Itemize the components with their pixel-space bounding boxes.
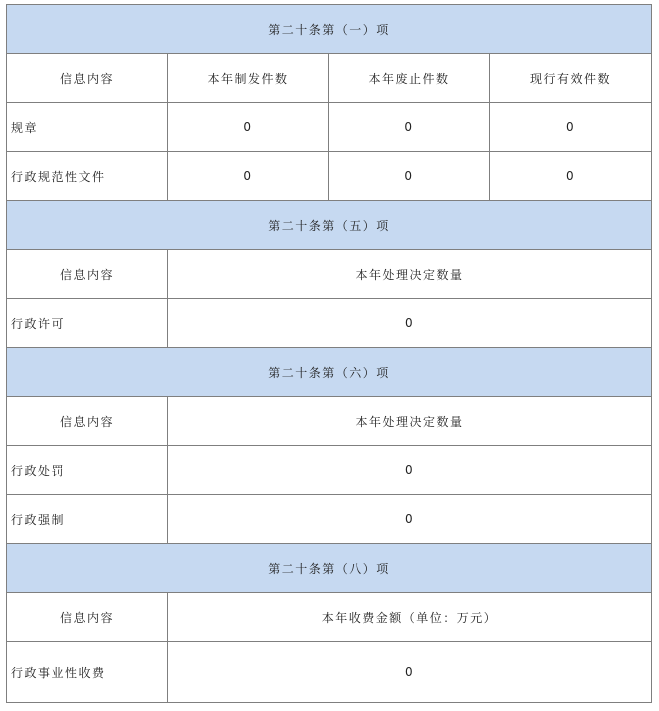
- row-label: 规章: [7, 103, 168, 152]
- column-header-row: [7, 54, 652, 103]
- cell-value: 0: [329, 103, 490, 152]
- column-header: 信息内容: [7, 593, 168, 642]
- column-header: 本年处理决定数量: [168, 397, 652, 446]
- section-title: 第二十条第（八）项: [7, 544, 652, 593]
- section-title-row: [7, 544, 652, 593]
- section-title-row: [7, 348, 652, 397]
- cell-value: 0: [168, 495, 652, 544]
- table-row: [7, 446, 652, 495]
- column-header: 信息内容: [7, 397, 168, 446]
- cell-value: 0: [329, 152, 490, 201]
- row-label: 行政强制: [7, 495, 168, 544]
- section-title: 第二十条第（六）项: [7, 348, 652, 397]
- column-header: 本年废止件数: [329, 54, 490, 103]
- section-title-row: [7, 201, 652, 250]
- column-header: 本年处理决定数量: [168, 250, 652, 299]
- section-title-row: [7, 5, 652, 54]
- cell-value: 0: [168, 152, 329, 201]
- column-header: 本年收费金额（单位：万元）: [168, 593, 652, 642]
- cell-value: 0: [490, 103, 652, 152]
- column-header: 信息内容: [7, 250, 168, 299]
- table-row: [7, 495, 652, 544]
- column-header-row: [7, 250, 652, 299]
- row-label: 行政许可: [7, 299, 168, 348]
- section-title: 第二十条第（一）项: [7, 5, 652, 54]
- table-row: [7, 299, 652, 348]
- column-header-row: [7, 397, 652, 446]
- cell-value: 0: [168, 642, 652, 703]
- column-header: 信息内容: [7, 54, 168, 103]
- table-row: [7, 103, 652, 152]
- section-title: 第二十条第（五）项: [7, 201, 652, 250]
- cell-value: 0: [168, 299, 652, 348]
- disclosure-table: [6, 4, 652, 703]
- row-label: 行政处罚: [7, 446, 168, 495]
- table-row: [7, 152, 652, 201]
- cell-value: 0: [490, 152, 652, 201]
- row-label: 行政规范性文件: [7, 152, 168, 201]
- column-header: 现行有效件数: [490, 54, 652, 103]
- cell-value: 0: [168, 446, 652, 495]
- column-header-row: [7, 593, 652, 642]
- row-label: 行政事业性收费: [7, 642, 168, 703]
- column-header: 本年制发件数: [168, 54, 329, 103]
- cell-value: 0: [168, 103, 329, 152]
- table-row: [7, 642, 652, 703]
